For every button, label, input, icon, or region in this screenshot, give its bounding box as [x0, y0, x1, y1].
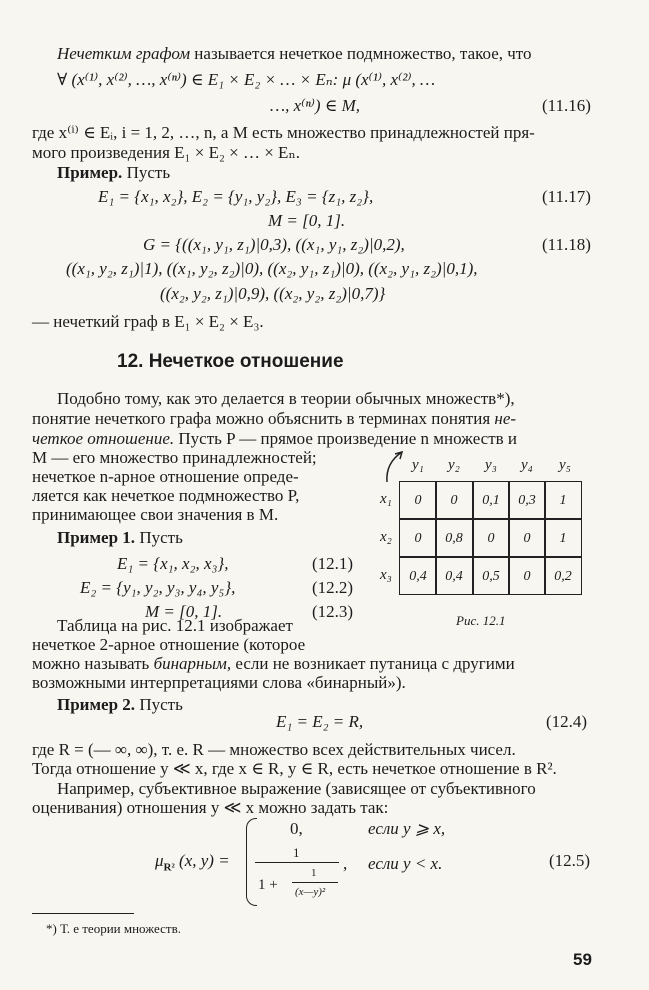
relation-table	[399, 481, 582, 595]
equation: M = [0, 1].	[268, 211, 346, 230]
section-heading: 12. Нечеткое отношение	[117, 351, 344, 372]
equation-number: (11.16)	[542, 96, 591, 115]
table-cell: 0	[487, 531, 495, 546]
formula-line: …, x⁽ⁿ⁾) ∈ M,	[270, 96, 361, 115]
text-line: где x⁽ⁱ⁾ ∈ Eᵢ, i = 1, 2, …, n, а M есть множество принадлежностей пря-	[32, 123, 535, 142]
inner-numerator: 1	[311, 867, 317, 879]
term-fuzzy-relation: четкое отношение.	[32, 429, 175, 448]
term-fuzzy-graph: Нечетким графом	[57, 44, 191, 63]
text-line: принимающее свои значения в M.	[32, 505, 279, 524]
figure-caption: Рис. 12.1	[456, 613, 506, 628]
table-cell: 0,1	[482, 493, 500, 508]
example-text: Пусть	[139, 528, 183, 547]
column-header: y₄	[521, 457, 533, 473]
formula-args: (x, y) =	[179, 851, 230, 870]
fraction-bar	[255, 862, 339, 863]
equation: ((x₁, y₂, z₁)|1), ((x₁, y₂, z₂)|0), ((x₂, y₁, z₁)|0), ((x₂, y₁, z₂)|0,1),	[66, 259, 478, 278]
case-condition: если y < x.	[368, 854, 443, 873]
table-cell: 0	[523, 569, 531, 584]
equation: M = [0, 1].	[145, 602, 223, 621]
equation-number: (12.2)	[312, 578, 354, 597]
equation: E₁ = {x₁, x₂}, E₂ = {y₁, y₂}, E₃ = {z₁, z₂},	[98, 187, 374, 206]
grid-line	[400, 556, 581, 558]
page-number: 59	[573, 950, 592, 969]
text-line	[57, 45, 532, 62]
table-cell: 1	[559, 531, 567, 546]
formula-lhs	[155, 852, 230, 873]
text-line: Таблица на рис. 12.1 изображает	[57, 616, 293, 635]
case-value: 0,	[290, 819, 303, 838]
formula-line: ∀ (x⁽¹⁾, x⁽²⁾, …, x⁽ⁿ⁾) ∈ E₁ × E₂ × … × Eₙ: μ (x⁽¹⁾, x⁽²⁾, …	[57, 70, 436, 89]
equation: G = {((x₁, y₁, z₁)|0,3), ((x₁, y₁, z₂)|0,2),	[143, 235, 405, 254]
arrow-icon	[378, 450, 408, 484]
equation-number: (11.18)	[542, 235, 591, 254]
inner-denominator: (x—y)²	[295, 886, 326, 898]
footnote: *) Т. е теории множеств.	[46, 921, 181, 936]
footnote-rule	[32, 913, 134, 914]
text-line	[32, 430, 517, 447]
text-line: M — его множество принадлежностей;	[32, 448, 317, 467]
text-line: возможными интерпретациями слова «бинарный»).	[32, 673, 406, 692]
column-header: y₃	[485, 457, 497, 473]
text-fragment: Пусть P — прямое произведение n множеств и	[178, 429, 518, 448]
formula-subscript: R²	[163, 861, 175, 874]
text-fragment: понятие нечеткого графа можно объяснить в терминах понятия	[32, 409, 491, 428]
example-text: Пусть	[126, 163, 171, 182]
text-line: нечеткое n-арное отношение опреде-	[32, 467, 299, 486]
table-cell: 0	[414, 531, 422, 546]
example-text: Пусть	[139, 695, 183, 714]
text-line: где R = (— ∞, ∞), т. е. R — множество всех действительных чисел.	[32, 740, 516, 759]
equation-number: (11.17)	[542, 187, 591, 206]
column-header: y₂	[448, 457, 460, 473]
row-header: x₁	[380, 491, 392, 507]
column-header: y₅	[559, 457, 571, 473]
equation-number: (12.5)	[549, 851, 591, 870]
text-line: нечеткое 2-арное отношение (которое	[32, 635, 306, 654]
table-cell: 0,8	[445, 531, 463, 546]
table-cell: 0,2	[554, 569, 572, 584]
fraction-denominator: 1 +	[258, 877, 278, 893]
example-heading	[57, 529, 183, 546]
equation: ((x₂, y₂, z₁)|0,9), ((x₂, y₂, z₂)|0,7)}	[160, 284, 386, 303]
text-line: Тогда отношение y ≪ x, где x ∈ R, y ∈ R, есть нечеткое отношение в R².	[32, 759, 557, 778]
inner-fraction-bar	[292, 882, 338, 883]
table-cell: 0,4	[409, 569, 427, 584]
text-line: ляется как нечеткое подмножество P,	[32, 486, 300, 505]
case-condition: если y ⩾ x,	[368, 819, 446, 838]
text-line: Подобно тому, как это делается в теории обычных множеств*),	[57, 389, 515, 408]
example-heading	[57, 164, 170, 181]
row-header: x₃	[380, 567, 392, 583]
table-cell: 0,4	[445, 569, 463, 584]
text-fragment: можно называть	[32, 654, 150, 673]
mu-symbol: μ	[155, 851, 164, 870]
text-line: — нечеткий граф в E₁ × E₂ × E₃.	[32, 312, 264, 331]
text-line: оценивания) отношения y ≪ x можно задать так:	[32, 798, 389, 817]
table-cell: 0	[523, 531, 531, 546]
example-label: Пример.	[57, 163, 123, 182]
table-cell: 1	[559, 493, 567, 508]
text-fragment: если не возникает путаница с другими	[235, 654, 515, 673]
equation: E₁ = {x₁, x₂, x₃},	[117, 554, 229, 573]
text-line: Например, субъективное выражение (зависящее от субъективного	[57, 779, 536, 798]
grid-line	[400, 518, 581, 520]
case-comma: ,	[343, 854, 348, 873]
example-heading	[57, 696, 183, 713]
table-cell: 0,3	[518, 493, 536, 508]
example-label: Пример 2.	[57, 695, 136, 714]
term-fragment: не-	[494, 409, 517, 428]
text-line	[32, 655, 515, 672]
column-header: y₁	[412, 457, 424, 473]
text-line	[32, 410, 516, 427]
example-label: Пример 1.	[57, 528, 136, 547]
row-header: x₂	[380, 529, 392, 545]
text-fragment: называется нечеткое подмножество, такое, что	[194, 44, 532, 63]
term-binary: бинарным,	[153, 654, 232, 673]
equation: E₁ = E₂ = R,	[276, 712, 364, 731]
table-cell: 0,5	[482, 569, 500, 584]
equation: E₂ = {y₁, y₂, y₃, y₄, y₅},	[80, 578, 236, 597]
equation-number: (12.3)	[312, 602, 354, 621]
equation-number: (12.4)	[546, 712, 588, 731]
fraction-numerator: 1	[293, 845, 300, 860]
table-cell: 0	[414, 493, 422, 508]
text-line: мого произведения E₁ × E₂ × … × Eₙ.	[32, 143, 301, 162]
equation-number: (12.1)	[312, 554, 354, 573]
table-cell: 0	[450, 493, 458, 508]
